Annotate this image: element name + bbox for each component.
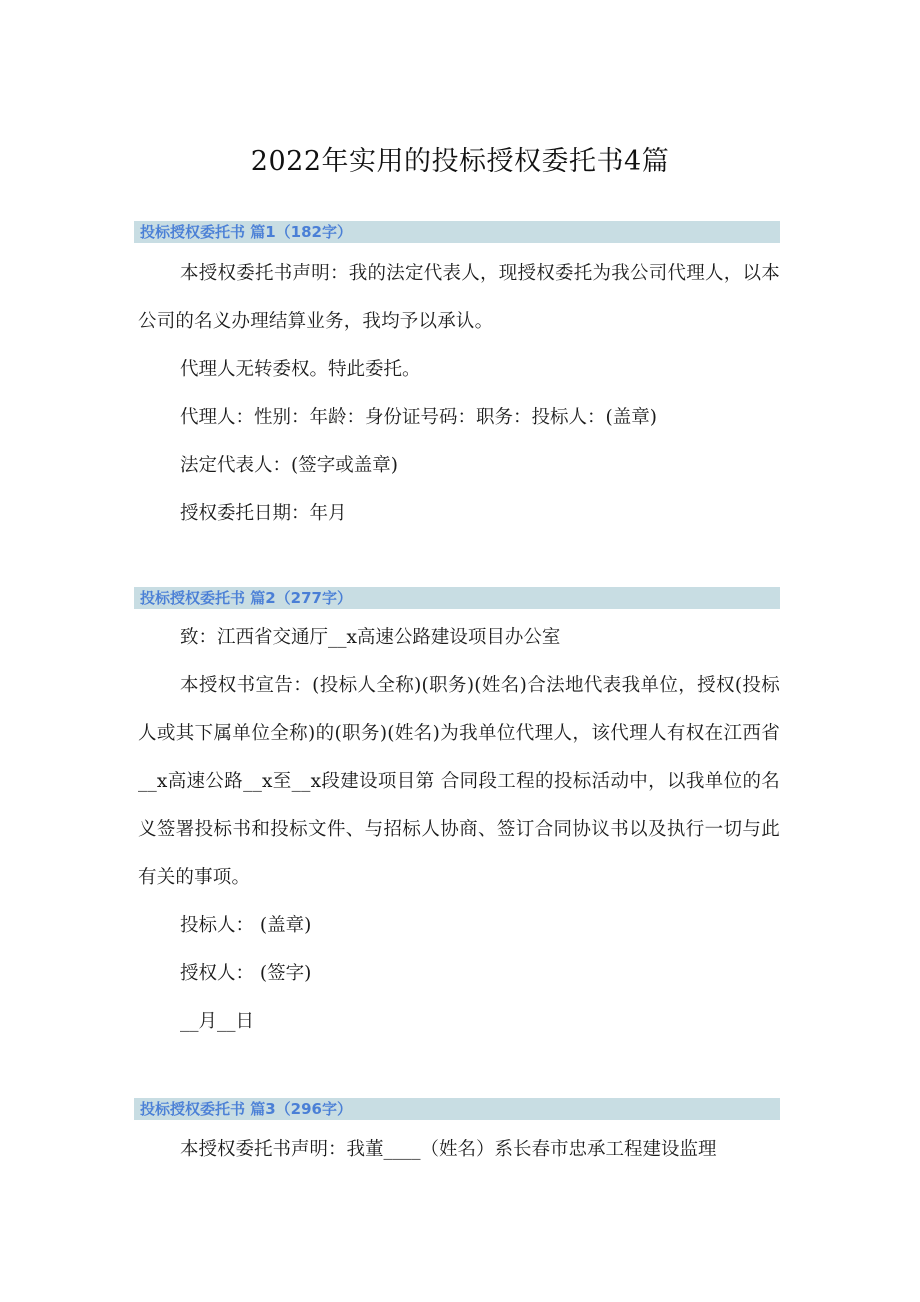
paragraph: 本授权委托书声明：我的法定代表人，现授权委托为我公司代理人，以本公司的名义办理结算业务，我均予以承认。 xyxy=(138,263,780,332)
paragraph: 投标人： (盖章) xyxy=(180,915,312,936)
paragraph: 致：江西省交通厅__x高速公路建设项目办公室 xyxy=(180,627,561,648)
section-header-2: 投标授权委托书 篇2（277字） xyxy=(134,587,780,609)
section-header-3: 投标授权委托书 篇3（296字） xyxy=(134,1098,780,1120)
paragraph: 本授权委托书声明：我董____（姓名）系长春市忠承工程建设监理 xyxy=(180,1139,717,1160)
paragraph: 代理人：性别：年龄：身份证号码：职务：投标人：(盖章) xyxy=(180,407,657,428)
paragraph: 授权委托日期：年月 xyxy=(180,503,347,524)
paragraph: 授权人： (签字) xyxy=(180,963,312,984)
paragraph: 法定代表人：(签字或盖章) xyxy=(180,455,398,476)
paragraph: 本授权书宣告：(投标人全称)(职务)(姓名)合法地代表我单位，授权(投标人或其下属单位全称)的(职务)(姓名)为我单位代理人，该代理人有权在江西省__x高速公路__x至__x段建设项目第 合同段工程的投标活动中，以我单位的名义签署投标书和投标文件、与招标人协商、签订合同协议书以及执行一切与此有关的事项。 xyxy=(138,675,780,888)
section-header-1: 投标授权委托书 篇1（182字） xyxy=(134,221,780,243)
paragraph: __月__日 xyxy=(180,1011,255,1032)
document-title: 2022年实用的投标授权委托书4篇 xyxy=(250,146,670,177)
paragraph: 代理人无转委权。特此委托。 xyxy=(180,359,421,380)
